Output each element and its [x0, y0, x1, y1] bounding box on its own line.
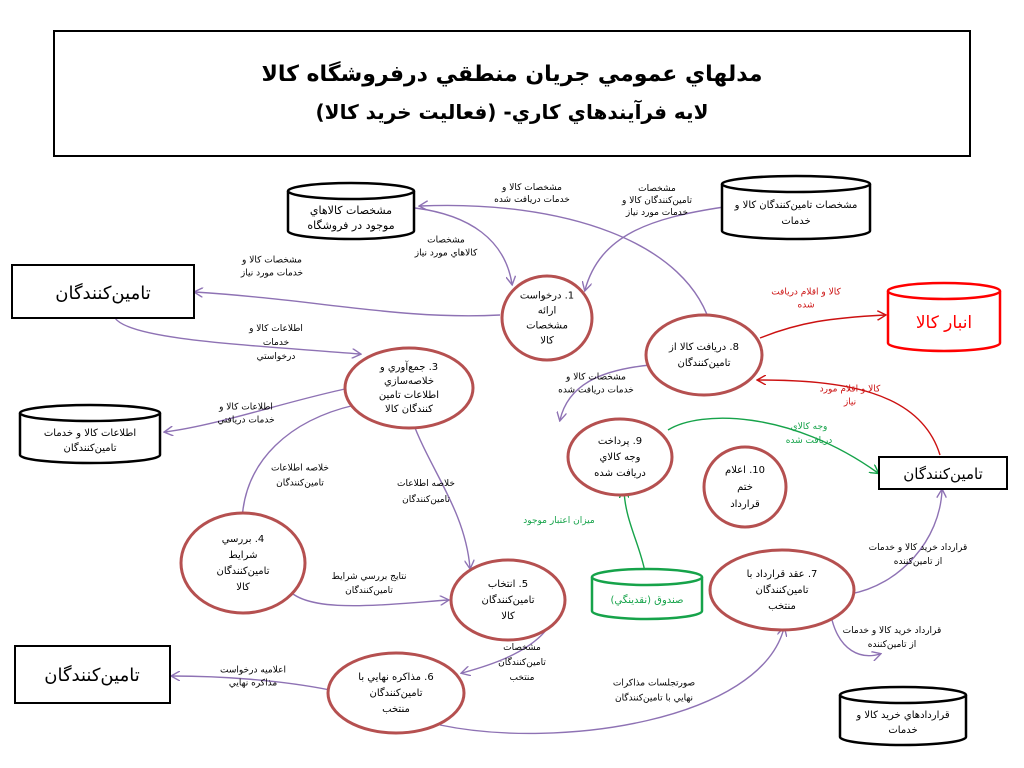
flow-label-f9: [332, 572, 407, 596]
text-line: 5. انتخاب: [487, 579, 529, 590]
ds3-line1: اطلاعات كالا و خدمات: [43, 428, 137, 439]
text-line: 8. دريافت كالا از: [669, 342, 739, 353]
text-line: 6. مذاكره نهايي با: [358, 672, 434, 683]
flow-label-f14: [843, 626, 942, 650]
process-p3: [345, 348, 473, 428]
text-line: نياز: [843, 397, 857, 408]
text-line: قرارداد خريد كالا و خدمات: [868, 543, 968, 553]
flow-ds6-p9: [624, 490, 645, 572]
text-line: وجه كالاي: [599, 452, 641, 463]
flow-label-f4: [240, 256, 303, 279]
flow-label-f1: [494, 183, 570, 205]
text-line: مشخصات: [638, 184, 676, 194]
datastore-ds6: [592, 569, 702, 619]
text-line: تامين‌كنندگان: [498, 658, 546, 668]
text-line: از تامين‌كننده: [867, 640, 917, 650]
text-line: تامين‌كنندگان: [402, 495, 450, 505]
text-line: كالا: [540, 335, 554, 347]
text-line: خدمات: [262, 338, 290, 348]
text-line: قرارداد خريد كالا و خدمات: [842, 626, 942, 636]
text-line: خدمات مورد نياز: [240, 268, 304, 279]
text-line: دريافت شده: [785, 436, 833, 446]
text-line: دريافت شده: [594, 468, 646, 479]
text-line: منتخب: [768, 601, 796, 612]
process-p10: [704, 447, 786, 527]
ds2-line2: خدمات: [781, 216, 811, 227]
text-line: خلاصه اطلاعات: [271, 463, 329, 474]
e3-label: تامين‌كنندگان: [903, 465, 983, 483]
text-line: مشخصات: [427, 235, 465, 246]
text-line: قرارداد: [730, 499, 760, 510]
text-line: تامين‌كنندگان كالا و: [622, 196, 692, 206]
datastore-ds4: [840, 687, 966, 745]
text-line: منتخب: [382, 704, 410, 715]
diagram-subtitle: لايه فرآيندهاي كاري- (فعاليت خريد كالا): [315, 100, 709, 124]
ds3-line2: تامين‌كنندگان: [63, 443, 117, 454]
text-line: شده: [797, 300, 815, 311]
text-line: ارائه: [537, 305, 557, 317]
process-p4: [181, 513, 305, 613]
text-line: درخواستي: [256, 352, 296, 362]
flow-p8-ds5: [760, 315, 885, 338]
flow-label-f19: [523, 516, 595, 526]
text-line: نتايج بررسي شرايط: [331, 572, 407, 582]
text-line: اطلاعات كالا و: [219, 402, 273, 413]
process-p8: [646, 315, 762, 395]
flow-p1-e1: [195, 292, 500, 316]
text-line: تامين‌كنندگان: [755, 585, 809, 596]
ds6-line1: صندوق (نقدينگي): [610, 595, 684, 606]
flow-p7-e3: [850, 490, 942, 594]
ds4-line2: خدمات: [888, 725, 918, 736]
flow-label-f15: [558, 373, 634, 396]
text-line: از تامين‌كننده: [893, 557, 943, 567]
text-line: مشخصات: [503, 643, 541, 653]
text-line: منتخب: [509, 673, 535, 683]
text-line: مشخصات كالا و: [502, 183, 562, 193]
text-line: وجه كالاي: [790, 422, 828, 432]
flow-label-f7: [271, 464, 329, 489]
text-line: ختم: [737, 482, 753, 493]
flow-label-f3: [414, 236, 478, 259]
process-p6: [328, 653, 464, 733]
text-line: خدمات دريافتي: [217, 415, 275, 426]
text-line: كالا: [501, 611, 515, 622]
text-line: مذاكره نهايي: [228, 678, 278, 689]
entity-e3: [879, 457, 1007, 489]
flow-label-f16: [771, 288, 841, 311]
text-line: صورتجلسات مذاكرات: [612, 678, 696, 689]
text-line: مشخصات كالا و: [566, 372, 626, 383]
text-line: 10. اعلام: [725, 465, 765, 476]
process-p1: [502, 276, 592, 360]
datastore-ds1: [288, 183, 414, 239]
text-line: كالا: [236, 582, 250, 593]
text-line: كالاهاي مورد نياز: [414, 248, 478, 259]
text-line: كالا و اقلام دريافت: [771, 287, 841, 298]
process-p7: [710, 550, 854, 630]
flow-e1-p3: [115, 318, 360, 354]
text-line: تامين‌كنندگان: [369, 688, 423, 699]
ds1-line1: مشخصات كالاهاي: [309, 204, 393, 217]
text-line: مشخصات كالا و: [242, 255, 302, 266]
text-line: تامين‌كنندگان: [276, 478, 324, 489]
flow-label-f17: [820, 385, 881, 408]
flow-ds1-p1: [415, 208, 512, 284]
flow-label-f13: [869, 543, 968, 567]
text-line: اطلاعات كالا و: [249, 324, 303, 334]
text-line: ميزان اعتبار موجود: [523, 516, 595, 526]
text-line: 7. عقد قرارداد با: [746, 569, 818, 580]
text-line: 3. جمع‌آوري و: [379, 362, 439, 373]
text-line: مشخصات: [526, 320, 568, 332]
text-line: 9. پرداخت: [597, 436, 643, 447]
flow-label-f5: [248, 324, 303, 362]
p9-text: [594, 436, 646, 479]
text-line: خدمات دريافت شده: [558, 385, 634, 396]
e1-label: تامين‌كنندگان: [55, 283, 151, 304]
process-p9: [568, 419, 672, 495]
process-p5: [451, 560, 565, 640]
text-line: نهايي با تامين‌كنندگان: [614, 693, 694, 704]
datastore-ds2: [722, 176, 870, 239]
text-line: 1. درخواست: [519, 290, 575, 302]
flow-ds2-p1: [585, 207, 724, 290]
ds5-line1: انبار كالا: [915, 313, 973, 333]
flow-label-f18: [786, 422, 833, 446]
text-line: تامين‌كنندگان: [345, 586, 393, 596]
ds4-line1: قراردادهاي خريد كالا و: [856, 710, 950, 721]
ds1-line2: موجود در فروشگاه: [307, 219, 395, 232]
text-line: اطلاعات تامين: [378, 390, 440, 401]
text-line: خدمات دريافت شده: [494, 195, 570, 205]
e2-label: تامين‌كنندگان: [44, 665, 140, 686]
text-line: 4. بررسي: [221, 534, 265, 545]
text-line: تامين‌كنندگان: [481, 595, 535, 606]
text-line: تامين‌كنندگان: [216, 566, 270, 577]
text-line: شرايط: [228, 550, 258, 561]
ds2-line1: مشخصات تامين‌كنندگان كالا و: [734, 200, 858, 211]
entity-e1: [12, 265, 194, 318]
datastore-ds3: [20, 405, 160, 463]
text-line: اعلاميه درخواست: [220, 665, 286, 676]
diagram-title: مدلهاي عمومي جريان منطقي درفروشگاه كالا: [261, 62, 763, 87]
text-line: كنندگان كالا: [385, 404, 433, 415]
flow-label-f12: [613, 679, 695, 704]
flow-label-f2: [621, 184, 692, 218]
text-line: خلاصه‌سازي: [383, 376, 435, 387]
text-line: كالا و اقلام مورد: [819, 384, 881, 395]
flow-label-f10: [498, 643, 546, 683]
datastore-ds5: [888, 283, 1000, 351]
text-line: خلاصه اطلاعات: [397, 479, 455, 489]
text-line: خدمات مورد نياز: [625, 208, 689, 218]
flow-p3-p5: [412, 420, 470, 568]
entity-e2: [15, 646, 170, 703]
text-line: تامين‌كنندگان: [677, 358, 731, 369]
